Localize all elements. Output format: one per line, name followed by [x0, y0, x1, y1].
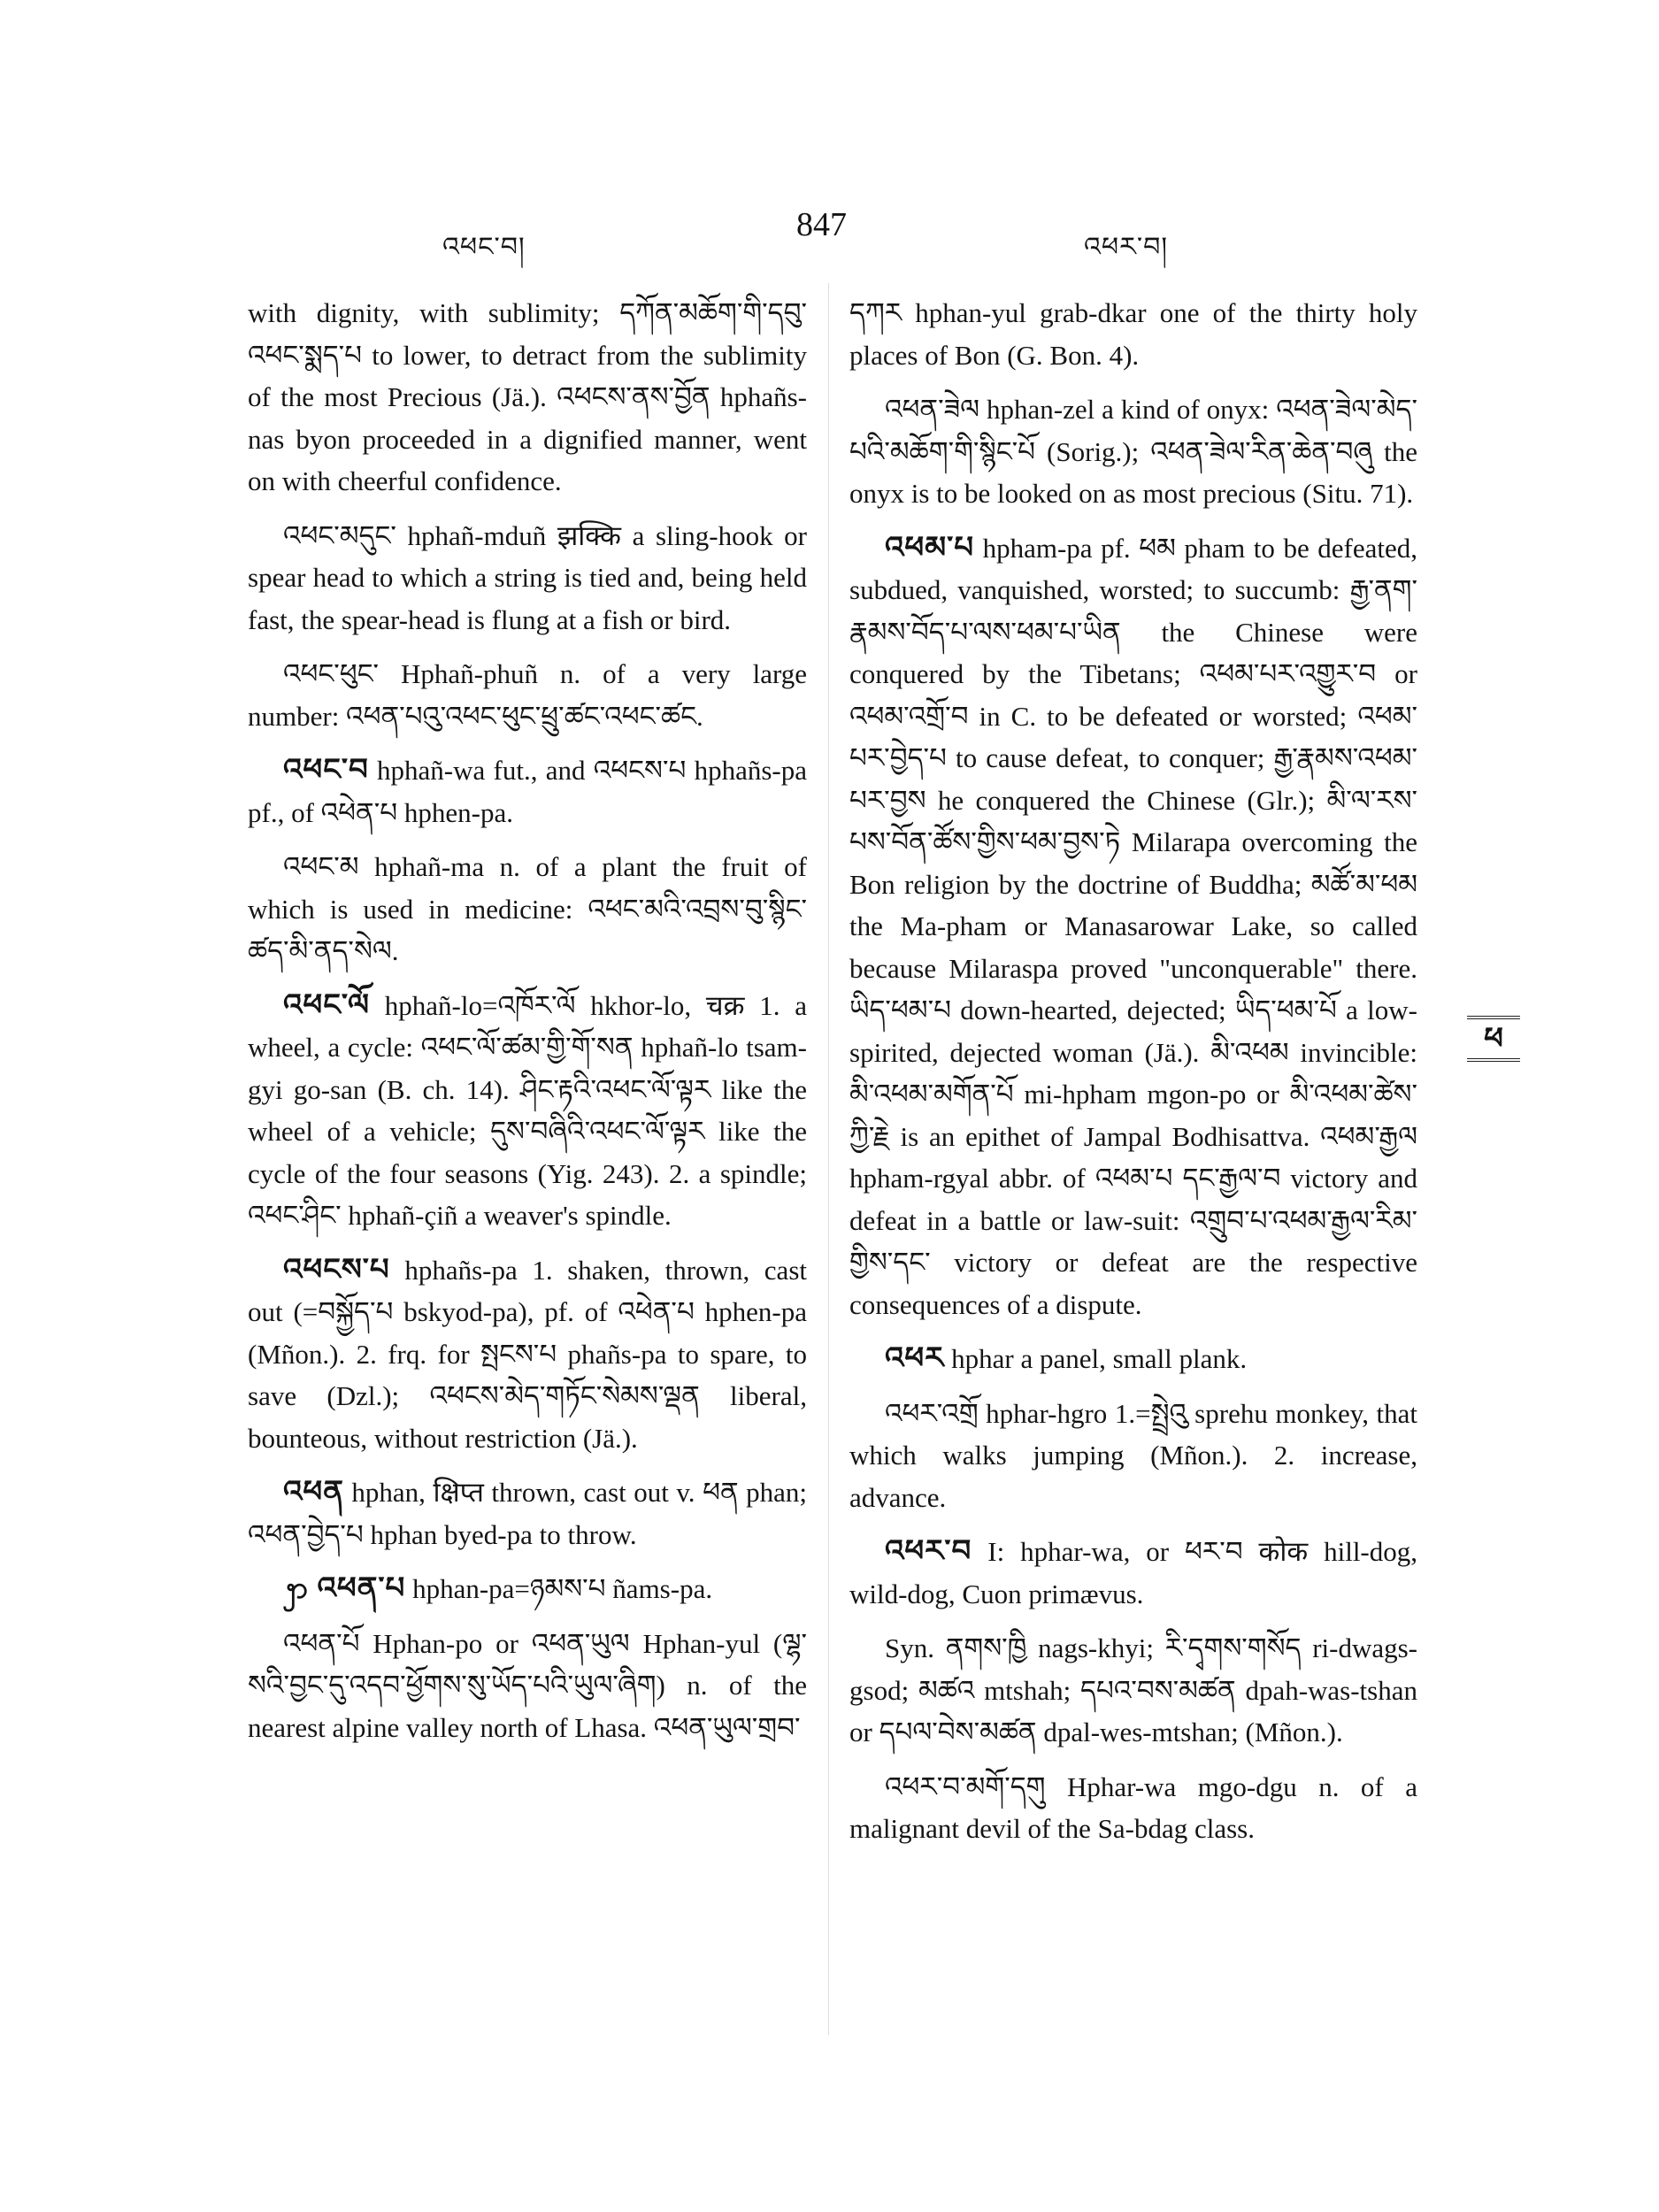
entry-paragraph	[849, 1627, 1417, 1754]
entry-text: འཕང་མདུང་ hphañ-mduñ झक्कि a sling-hook or spear head to which a string is tied and, being held fast, the spear-head is flung at a fish or bird.	[248, 519, 807, 635]
header-left-word: འཕང་བ།	[442, 232, 526, 263]
entry-text: hphan, क्षिप्त thrown, cast out v. ཕན phan; འཕན་བྱེད་པ hphan byed-pa to throw.	[248, 1477, 807, 1550]
dictionary-entry	[248, 985, 807, 1237]
entry-paragraph	[849, 388, 1417, 515]
dictionary-entry	[248, 1249, 807, 1460]
entry-text: I: hphar-wa, or ཕར་བ कोक hill-dog, wild-dog, Cuon primævus.	[849, 1536, 1418, 1609]
entry-paragraph	[849, 1338, 1417, 1380]
entry-paragraph	[248, 1471, 807, 1555]
entry-paragraph	[849, 527, 1417, 1326]
entry-text: hphañs-pa 1. shaken, thrown, cast out (=བསྐྱོད་པ bskyod-pa), pf. of འཕེན་པ hphen-pa (Mñon.). 2. frq. for སྤངས་པ phañs-pa to spare, to save (Dzl.); འཕངས་མེད་གཏོང་སེམས་ལྡན liberal, bounteous, without restriction (Jä.).	[248, 1254, 807, 1454]
entry-paragraph	[849, 1393, 1417, 1519]
dictionary-entry	[248, 515, 807, 641]
entry-text: hphar a panel, small plank.	[951, 1343, 1248, 1374]
dictionary-entry	[248, 1623, 807, 1749]
dictionary-entry	[849, 292, 1417, 376]
dictionary-entry	[849, 1338, 1417, 1380]
entry-text: with dignity, with sublimity; དཀོན་མཆོག་གི་དབུ་འཕང་སྨད་པ to lower, to detract from the sublimity of the most Precious (Jä.). འཕངས་ནས་བྱོན hphañs-nas byon proceeded in a dignified manner, went on with cheerful confidence.	[248, 297, 807, 496]
entry-text: hphan-pa=ཉམས་པ ñams-pa.	[412, 1573, 713, 1604]
entry-headword: ꩭ འཕན་པ	[283, 1572, 406, 1605]
entry-paragraph	[248, 515, 807, 641]
entry-text: འཕན་པོ Hphan-po or འཕན་ཡུལ Hphan-yul (ལྷ་སའི་བྱང་དུ་འདབ་ཕྱོགས་སུ་ཡོད་པའི་ཡུལ་ཞིག) n. of the nearest alpine valley north of Lhasa. འཕན་ཡུལ་གྲབ་	[248, 1627, 807, 1743]
entry-headword: འཕང་བ	[283, 754, 369, 787]
running-head	[0, 205, 1659, 263]
entry-paragraph	[849, 1766, 1417, 1850]
entry-text: འཕང་མ hphañ-ma n. of a plant the fruit of which is used in medicine: འཕང་མའི་འབྲས་བུ་སྙིང་ཚད་མི་ནད་སེལ.	[248, 851, 807, 966]
entry-headword: འཕན	[283, 1476, 344, 1509]
column-divider	[828, 283, 829, 2035]
header-right-word: འཕར་བ།	[1084, 232, 1169, 263]
dictionary-entry	[248, 846, 807, 972]
dictionary-entry	[248, 653, 807, 737]
left-column	[248, 292, 807, 1761]
dictionary-entry	[849, 527, 1417, 1326]
entry-text: Syn. ནགས་ཁྱི nags-khyi; རི་དྭགས་གསོད ri-dwags-gsod; མཚའ mtshah; དཔའ་བས་མཚན dpah-was-tshan or དཔལ་བེས་མཚན dpal-wes-mtshan; (Mñon.).	[849, 1632, 1417, 1747]
dictionary-entry	[248, 1568, 807, 1610]
entry-paragraph	[248, 1623, 807, 1749]
entry-text: hphañ-wa fut., and འཕངས་པ hphañs-pa pf., of འཕེན་པ hphen-pa.	[248, 755, 807, 828]
entry-text: འཕན་ཟེལ hphan-zel a kind of onyx: འཕན་ཟེལ་མེད་པའི་མཆོག་གི་སྙིང་པོ (Sorig.); འཕན་ཟེལ་རིན་ཆེན་བཞུ the onyx is to be looked on as most precious (Situ. 71).	[849, 394, 1417, 509]
dictionary-entry	[849, 1393, 1417, 1519]
entry-paragraph	[248, 292, 807, 503]
entry-text: འཕར་འགྲོ hphar-hgro 1.=སྤྲེའུ sprehu monkey, that which walks jumping (Mñon.). 2. increase, advance.	[849, 1397, 1417, 1513]
entry-paragraph	[248, 653, 807, 737]
entry-text: hpham-pa pf. ཕམ pham to be defeated, subdued, vanquished, worsted; to succumb: རྒྱ་ནག་རྣམས་བོད་པ་ལས་ཕམ་པ་ཡིན the Chinese were conquered by the Tibetans; འཕམ་པར་འགྱུར་བ or འཕམ་འགྲོ་བ in C. to be defeated or worsted; འཕམ་པར་བྱེད་པ to cause defeat, to conquer; རྒྱ་རྣམས་འཕམ་པར་བྱས he conquered the Chinese (Glr.); མི་ལ་རས་པས་བོན་ཚོས་གྱིས་ཕམ་བྱས་ཏེ Milarapa overcoming the Bon religion by the doctrine of Buddha; མཚོ་མ་ཕམ the Ma-pham or Manasarowar Lake, so called because Milaraspa proved "unconquerable" there. ཡིད་ཕམ་པ down-hearted, dejected; ཡིད་ཕམ་པོ a low-spirited, dejected woman (Jä.). མི་འཕམ invincible: མི་འཕམ་མགོན་པོ mi-hpham mgon-po or མི་འཕམ་ཚེས་ཀྱི་རྗེ is an epithet of Jampal Bodhisattva. འཕམ་རྒྱལ hpham-rgyal abbr. of འཕམ་པ དང་རྒྱལ་བ victory and defeat in a battle or law-suit: འགྲུབ་པ་འཕམ་རྒྱལ་རིམ་གྱིས་དང་ victory or defeat are the respective consequences of a dispute.	[849, 532, 1417, 1320]
entry-paragraph	[248, 749, 807, 833]
entry-headword: འཕར	[885, 1342, 945, 1375]
entry-paragraph	[849, 292, 1417, 376]
entry-text: འཕང་ཕུང་ Hphañ-phuñ n. of a very large number: འཕན་པའུ་འཕང་ཕུང་ཕྲུ་ཚང་འཕང་ཚང.	[248, 658, 807, 732]
dictionary-entry	[849, 388, 1417, 515]
entry-paragraph	[248, 985, 807, 1237]
entry-headword: འཕམ་པ	[885, 531, 975, 565]
dictionary-entry	[248, 749, 807, 833]
dictionary-entry	[248, 292, 807, 503]
dictionary-entry	[849, 1531, 1417, 1615]
entry-headword: འཕར་བ	[885, 1535, 972, 1568]
entry-text: དཀར hphan-yul grab-dkar one of the thirty holy places of Bon (G. Bon. 4).	[849, 297, 1417, 371]
entry-paragraph	[248, 1249, 807, 1460]
dictionary-entry	[248, 1471, 807, 1555]
thumb-index-tab: ཕ	[1467, 1016, 1520, 1062]
entry-headword: འཕང་ལོ	[283, 988, 370, 1022]
page-number: 847	[796, 206, 847, 243]
entry-text: འཕར་བ་མགོ་དགུ Hphar-wa mgo-dgu n. of a malignant devil of the Sa-bdag class.	[849, 1770, 1417, 1844]
entry-headword: འཕངས་པ	[283, 1253, 390, 1286]
entry-paragraph	[849, 1531, 1417, 1615]
entry-paragraph	[248, 846, 807, 972]
entry-paragraph	[248, 1568, 807, 1610]
dictionary-entry	[849, 1766, 1417, 1850]
entry-text: hphañ-lo=འཁོར་ལོ hkhor-lo, चक्र 1. a wheel, a cycle: འཕང་ལོ་ཚམ་གྱི་གོ་སན hphañ-lo tsam-gyi go-san (B. ch. 14). ཤིང་རྟའི་འཕང་ལོ་ལྟར like the wheel of a vehicle; དུས་བཞིའི་འཕང་ལོ་ལྟར like the cycle of the four seasons (Yig. 243). 2. a spindle; འཕང་ཤིང་ hphañ-çiñ a weaver's spindle.	[248, 989, 808, 1231]
right-column	[849, 292, 1417, 1863]
dictionary-entry	[849, 1627, 1417, 1754]
